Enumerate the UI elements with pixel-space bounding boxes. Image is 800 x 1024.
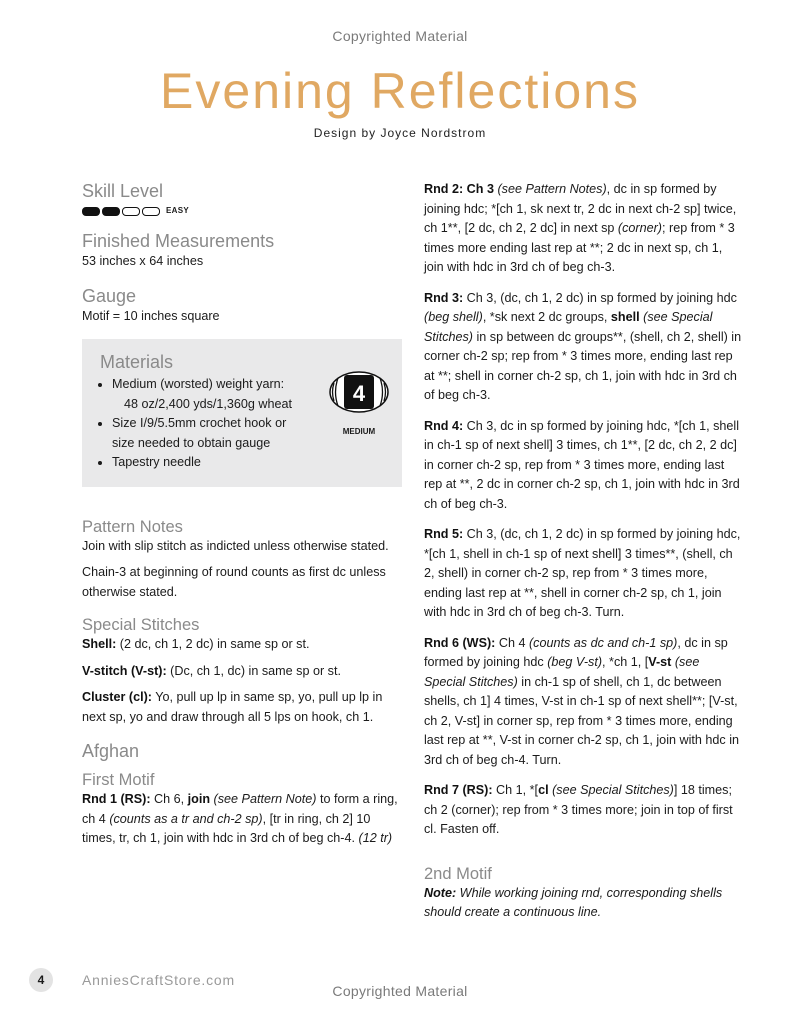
designer-byline: Design by Joyce Nordstrom: [313, 126, 487, 140]
gauge-text: Motif = 10 inches square: [82, 308, 220, 323]
round-label: Rnd 1 (RS):: [82, 792, 151, 806]
finished-measurements-text: 53 inches x 64 inches: [82, 254, 204, 268]
right-column: [424, 180, 744, 923]
round-text: , dc in sp formed by joining hdc: [424, 635, 728, 669]
note: (see Special Stitches): [424, 655, 700, 689]
stitch-count: (12 tr): [358, 831, 393, 845]
skill-level-label: EASY: [166, 206, 189, 216]
term: V-st: [648, 655, 672, 669]
shell-definition: [82, 635, 402, 655]
afghan-heading: Afghan: [82, 741, 140, 761]
round-text: Ch 3, (dc, ch 1, 2 dc) in sp formed by joining hdc, *[ch 1, shell in ch-1 sp of next shell] 3 times**, (shell, ch 2, shell) in corner ch-2 sp, rep from * 3 times more, ending last rep at **, shell in corner ch-2 sp, ch 1, join with hdc in 3rd ch of beg ch-3. Turn.: [424, 527, 741, 619]
yarn-weight-label: MEDIUM: [342, 426, 376, 436]
term: join: [187, 792, 211, 806]
round-text: in ch-1 sp of shell, ch 1, dc between shells, ch 1] 4 times, V-st in ch-1 sp of next shell**; [V-st, ch 2, V-st] in corner sp, rep from * 3 times more, ending last rep at **, V-st in corner ch-2 sp, ch 1, join with hdc in 3rd ch of beg ch-4. Turn.: [424, 674, 739, 767]
materials-heading: Materials: [100, 352, 174, 372]
page-number: 4: [29, 968, 53, 992]
round-text: in sp between dc groups**, (shell, ch 2, shell) in corner ch-2 sp; rep from * 3 times more, ending last rep at **; shell in corner ch-2 sp, ch 1, join with hdc in 3rd ch of beg ch-3.: [424, 329, 742, 402]
second-motif-note: [424, 884, 744, 923]
yarn-weight-number: 4: [352, 381, 366, 406]
material-text: size needed to obtain gauge: [112, 435, 271, 450]
skill-bar-3: [122, 207, 140, 216]
materials-box: [82, 339, 402, 487]
left-column: [82, 180, 402, 849]
note: (corner): [617, 221, 663, 235]
pattern-title: Evening Reflections: [160, 63, 640, 119]
pattern-notes-section: [82, 517, 402, 603]
note: (counts as dc and ch-1 sp): [528, 635, 678, 650]
round-text: ; rep from * 3 times more ending last rep at **; 2 dc in next sp, ch 1, join with hdc in 3rd ch of beg ch-3.: [424, 221, 735, 274]
term: shell: [610, 310, 640, 324]
copyright-header: Copyrighted Material: [332, 28, 468, 44]
material-text: 48 oz/2,400 yds/1,360g wheat: [124, 396, 293, 411]
note: (counts as a tr and ch-2 sp): [109, 811, 263, 826]
note-text: While working joining rnd, corresponding shells should create a continuous line.: [424, 885, 723, 919]
skill-level-section: [82, 180, 402, 217]
round-3-instructions: [424, 289, 744, 406]
round-text: , dc in sp formed by joining hdc; *[ch 1, sk next tr, 2 dc in next ch-2 sp] twice, ch 1**, [2 dc, ch 2, 2 dc] in next sp: [424, 182, 737, 235]
round-5-instructions: [424, 525, 744, 623]
round-label: Rnd 4:: [424, 418, 464, 433]
term: cl: [538, 783, 549, 797]
pattern-note-1: Join with slip stitch as indicted unless otherwise stated.: [82, 538, 389, 553]
round-text: , [tr in ring, ch 2] 10 times, tr, ch 1, join with hdc in 3rd ch of beg ch-4.: [82, 811, 371, 845]
round-text: to form a ring, ch 4: [82, 792, 398, 826]
finished-measurements-heading: Finished Measurements: [82, 231, 275, 251]
yarn-skein-icon: [328, 369, 390, 415]
note: (see Special Stitches): [424, 310, 713, 344]
stitch-name: Cluster (cl):: [82, 690, 152, 704]
round-text: Ch 4: [495, 635, 529, 650]
round-text: Ch 6,: [150, 792, 188, 806]
skill-bar-2: [102, 207, 120, 216]
round-text: , *ch 1, [: [602, 655, 649, 669]
round-text: Ch 3, dc in sp formed by joining hdc, *[ch 1, shell in ch-1 sp of next shell] 3 times, ch 1**, [2 dc, ch 2, 2 dc] in corner ch-2 sp, rep from * 3 times more, ending last rep at **, 2 dc in corner ch-2 sp, ch 1, join with hdc in 3rd ch of beg ch-3.: [424, 418, 740, 511]
round-label: Rnd 6 (WS):: [424, 635, 496, 650]
pattern-note-2: Chain-3 at beginning of round counts as first dc unless otherwise stated.: [82, 565, 386, 599]
gauge-heading: Gauge: [82, 285, 137, 306]
material-text: Size I/9/5.5mm crochet hook or: [112, 416, 287, 430]
note: (beg shell): [424, 310, 483, 324]
round-4-instructions: [424, 417, 744, 515]
round-label: Rnd 3:: [424, 290, 464, 305]
round-7-instructions: [424, 781, 744, 840]
stitch-name: Shell:: [82, 637, 117, 651]
stitch-text: (Dc, ch 1, dc) in same sp or st.: [166, 663, 341, 678]
round-text: ] 18 times; ch 2 (corner); rep from * 3 times more; join in top of first cl. Fasten off.: [424, 783, 733, 836]
pattern-notes-heading: Pattern Notes: [82, 517, 183, 536]
site-url: AnniesCraftStore.com: [82, 972, 235, 988]
note: (see Pattern Note): [210, 792, 317, 806]
round-1-instructions: [82, 790, 402, 849]
v-stitch-definition: [82, 662, 402, 682]
skill-level-heading: Skill Level: [82, 181, 164, 201]
round-text: Ch 3, (dc, ch 1, 2 dc) in sp formed by joining hdc: [463, 290, 737, 305]
gauge-section: [82, 285, 402, 327]
round-6-instructions: [424, 634, 744, 771]
note: (see Pattern Notes): [493, 182, 607, 196]
material-text: Tapestry needle: [112, 455, 201, 469]
round-text: Ch 1, *[: [492, 783, 539, 797]
yarn-weight-symbol: [326, 369, 392, 441]
stitch-text: Yo, pull up lp in same sp, yo, pull up lp in next sp, yo and draw through all 5 lps on hook, ch 1.: [82, 690, 383, 724]
special-stitches-heading: Special Stitches: [82, 616, 200, 634]
material-text: Medium (worsted) weight yarn:: [112, 377, 285, 391]
round-2-instructions: [424, 180, 744, 278]
skill-bar-1: [82, 207, 100, 216]
skill-bar-4: [142, 207, 160, 216]
note: (beg V-st): [547, 655, 603, 669]
round-text: , *sk next 2 dc groups,: [482, 310, 611, 324]
round-label: Rnd 5:: [424, 527, 464, 541]
copyright-footer: Copyrighted Material: [332, 983, 468, 999]
round-label: Rnd 7 (RS):: [424, 783, 493, 797]
note-label: Note:: [424, 885, 457, 900]
cluster-definition: [82, 688, 402, 727]
stitch-text: (2 dc, ch 1, 2 dc) in same sp or st.: [116, 637, 310, 651]
second-motif-heading: 2nd Motif: [424, 864, 492, 883]
stitch-name: V-stitch (V-st):: [82, 663, 167, 678]
special-stitches-section: [82, 615, 402, 727]
material-item: [112, 453, 384, 473]
first-motif-heading: First Motif: [82, 771, 155, 789]
round-label: Rnd 2: Ch 3: [424, 182, 494, 196]
skill-level-meter: [82, 205, 402, 217]
finished-measurements-section: [82, 230, 402, 272]
note: (see Special Stitches): [548, 783, 674, 797]
